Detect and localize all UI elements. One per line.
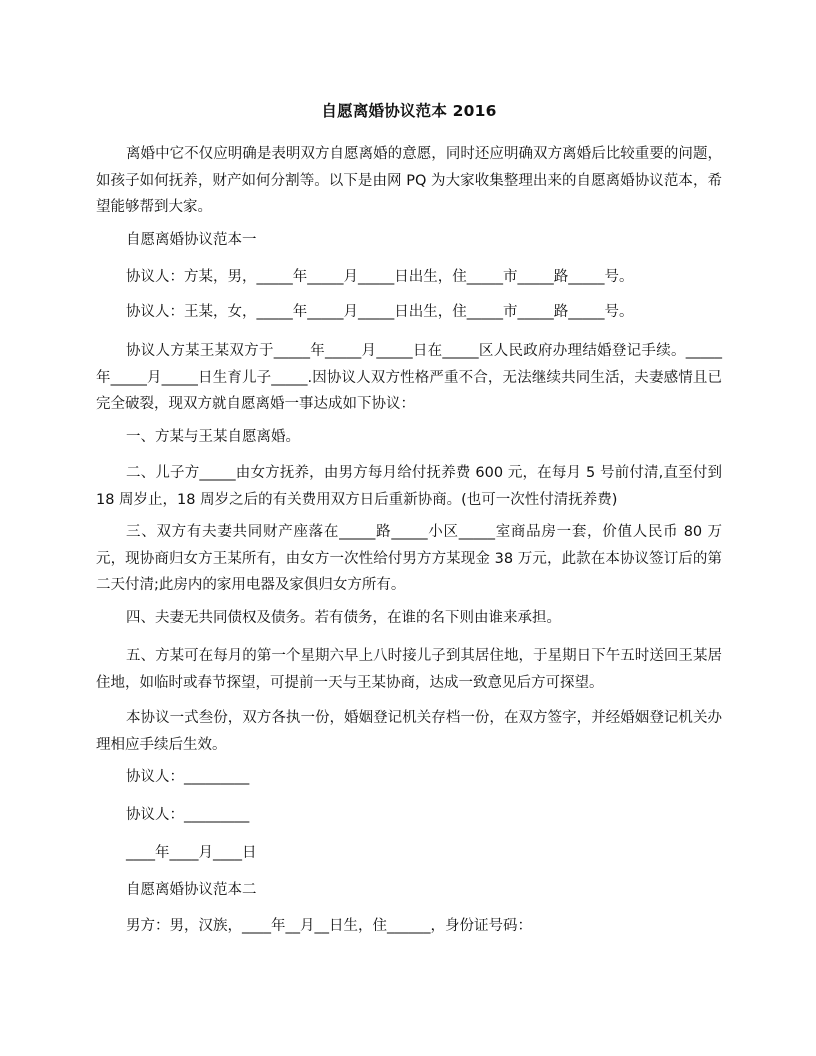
section-heading-sample-one: 自愿离婚协议范本一 <box>126 232 257 248</box>
party-wang-line: 协议人：王某，女，_____年_____月_____日出生，住_____市_____路_____号。 <box>126 304 634 320</box>
intro-paragraph: 离婚中它不仅应明确是表明双方自愿离婚的意愿，同时还应明确双方离婚后比较重要的问题，如孩子如何抚养，财产如何分割等。以下是由网 PQ 为大家收集整理出来的自愿离婚协议范本，希望能够帮到大家。 <box>96 146 722 215</box>
party-fang-line: 协议人：方某，男，_____年_____月_____日出生，住_____市_____路_____号。 <box>126 269 634 285</box>
date-line: ____年____月____日 <box>126 845 257 861</box>
clause-three: 三、双方有夫妻共同财产座落在_____路_____小区_____室商品房一套，价值人民币 80 万元，现协商归女方王某所有，由女方一次性给付男方方某现金 38 万元，此款在本协议签订后的第二天付清;此房内的家用电器及家俱归女方所有。 <box>96 524 722 593</box>
section-heading-sample-two: 自愿离婚协议范本二 <box>126 882 257 898</box>
document-title: 自愿离婚协议范本 2016 <box>321 102 497 120</box>
clause-four: 四、夫妻无共同债权及债务。若有债务，在谁的名下则由谁来承担。 <box>126 610 561 626</box>
marriage-background-paragraph: 协议人方某王某双方于_____年_____月_____日在_____区人民政府办理结婚登记手续。_____年_____月_____日生育儿子_____.因协议人双方性格严重不合，无法继续共同生活，夫妻感情且已完全破裂，现双方就自愿离婚一事达成如下协议： <box>96 343 722 412</box>
signature-line-one: 协议人：_________ <box>126 769 250 785</box>
clause-one: 一、方某与王某自愿离婚。 <box>126 429 300 445</box>
male-party-line: 男方：男，汉族，____年__月__日生，住______，身份证号码： <box>126 918 532 934</box>
signature-line-two: 协议人：_________ <box>126 807 250 823</box>
clause-two: 二、儿子方_____由女方抚养，由男方每月给付抚养费 600 元，在每月 5 号前付清,直至付到 18 周岁止，18 周岁之后的有关费用双方日后重新协商。(也可一次性付清抚养费) <box>96 465 722 508</box>
effectiveness-paragraph: 本协议一式叁份，双方各执一份，婚姻登记机关存档一份，在双方签字，并经婚姻登记机关办理相应手续后生效。 <box>96 710 722 753</box>
clause-five: 五、方某可在每月的第一个星期六早上八时接儿子到其居住地，于星期日下午五时送回王某居住地，如临时或春节探望，可提前一天与王某协商，达成一致意见后方可探望。 <box>96 648 722 691</box>
